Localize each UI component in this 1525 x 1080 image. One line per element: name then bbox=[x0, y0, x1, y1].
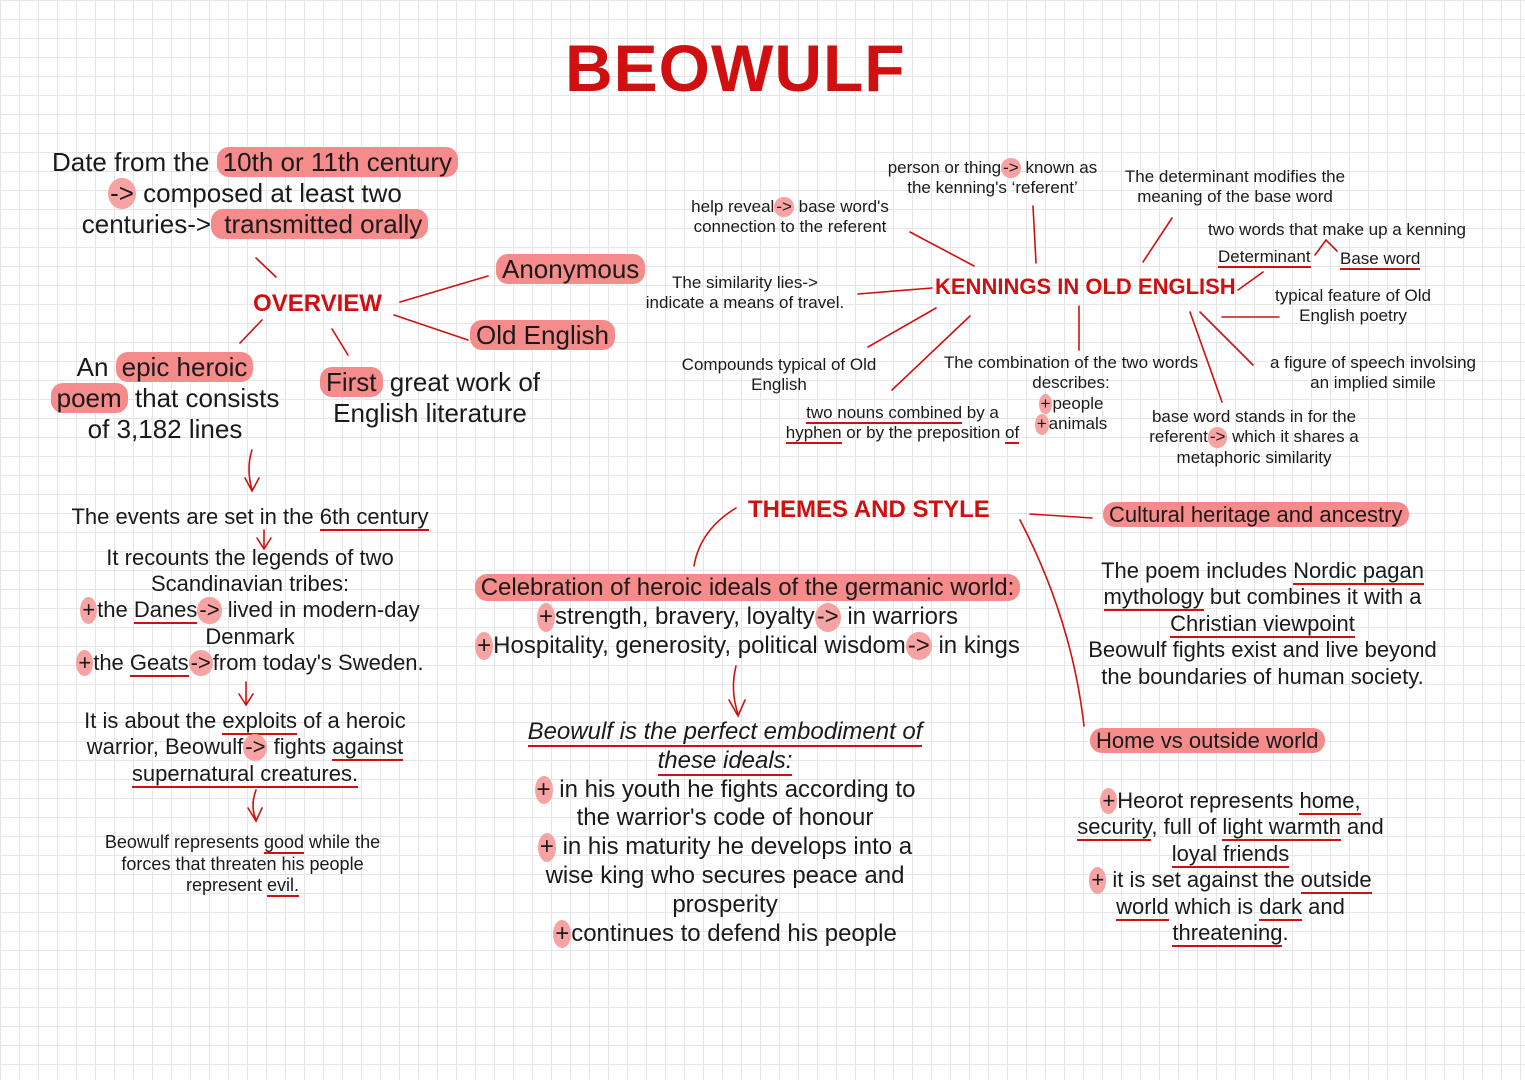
cultural-heritage-label: Cultural heritage and ancestry bbox=[1103, 502, 1409, 528]
kennings-heading: KENNINGS IN OLD ENGLISH bbox=[935, 274, 1236, 299]
combination-note: The combination of the two words describes: + people + animals bbox=[943, 353, 1199, 434]
help-reveal-note: help reveal -> base word's connection to the referent bbox=[691, 197, 889, 237]
two-nouns-note: two nouns combined by a hyphen or by the preposition of bbox=[785, 403, 1020, 443]
good-evil-note: Beowulf represents good while the forces that threaten his people represent evil. bbox=[104, 832, 381, 896]
first-work-note: First great work of English literature bbox=[305, 367, 555, 429]
overview-heading: OVERVIEW bbox=[253, 290, 382, 317]
epic-note: An epic heroic poem that consists of 3,182 lines bbox=[40, 352, 290, 446]
themes-heading: THEMES AND STYLE bbox=[748, 496, 990, 523]
embodiment-note: Beowulf is the perfect embodiment of these ideals: + in his youth he fights according to the warrior's code of honour + in his maturity he develops into a wise king who secures peace and prosperity +continues to defend his people bbox=[527, 718, 923, 947]
date-note: Date from the 10th or 11th century -> composed at least two centuries-> transmitted orally bbox=[30, 147, 480, 241]
events-note: The events are set in the 6th century It recounts the legends of two Scandinavian tribes: +the Danes-> lived in modern-day Denmark +the Geats->from today's Sweden. bbox=[71, 504, 429, 676]
exploits-note: It is about the exploits of a heroic warrior, Beowulf-> fights against supernatural creatures. bbox=[84, 708, 406, 786]
typical-feature-note: typical feature of Old English poetry bbox=[1275, 286, 1431, 326]
figure-of-speech-note: a figure of speech involsing an implied simile bbox=[1269, 353, 1477, 393]
cultural-heritage-note: The poem includes Nordic pagan mythology but combines it with a Christian viewpoint Beowulf fights exist and live beyond the boundaries of human society. bbox=[1088, 558, 1437, 689]
base-word-label: Base word bbox=[1340, 249, 1421, 268]
base-word-stands-note: base word stands in for the referent -> which it shares a metaphoric similarity bbox=[1149, 407, 1359, 467]
celebration-note: Celebration of heroic ideals of the germanic world: +strength, bravery, loyalty-> in warriors +Hospitality, generosity, political wisdom-> in kings bbox=[445, 574, 1050, 660]
anonymous-note: Anonymous bbox=[496, 254, 645, 285]
home-vs-outside-note: +Heorot represents home, security, full of light warmth and loyal friends + it is set against the outside world which is dark and threatening. bbox=[1077, 788, 1384, 945]
page-title: BEOWULF bbox=[565, 31, 906, 105]
two-words-note: two words that make up a kenning bbox=[1208, 220, 1466, 239]
referent-note: person or thing -> known as the kenning's ‘referent’ bbox=[887, 158, 1098, 198]
determinant-modifies-note: The determinant modifies the meaning of the base word bbox=[1124, 167, 1346, 207]
similarity-note: The similarity lies-> indicate a means of travel. bbox=[645, 273, 845, 313]
old-english-note: Old English bbox=[470, 320, 615, 351]
compounds-note: Compounds typical of Old English bbox=[681, 355, 877, 395]
home-vs-outside-label: Home vs outside world bbox=[1090, 728, 1325, 754]
determinant-label: Determinant bbox=[1218, 247, 1311, 266]
